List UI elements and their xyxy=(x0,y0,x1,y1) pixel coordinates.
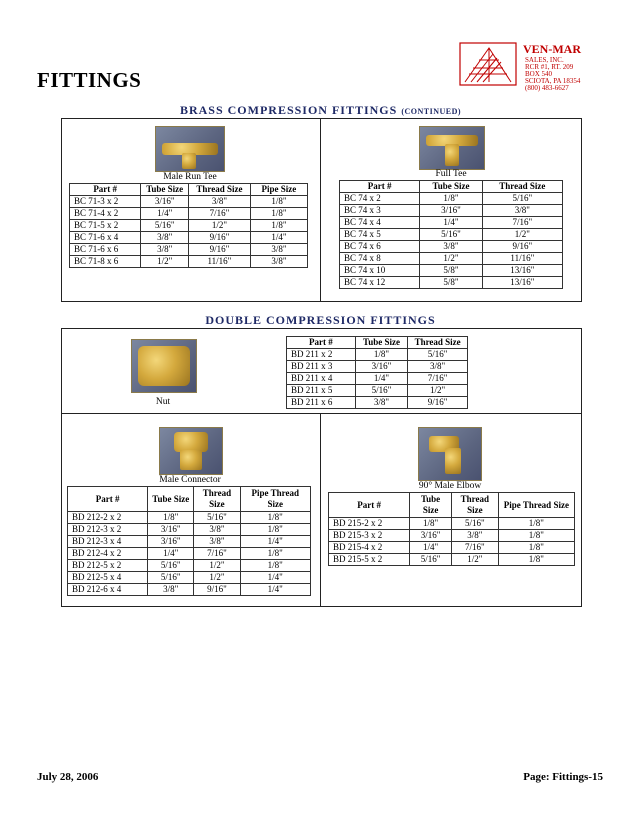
table-row xyxy=(68,560,311,572)
part-number: BD 211 x 4 xyxy=(287,373,356,385)
part-number: BC 71-6 x 4 xyxy=(70,232,141,244)
tube-size: 5/16" xyxy=(141,220,189,232)
part-number: BC 74 x 4 xyxy=(340,217,420,229)
tube-size: 3/8" xyxy=(420,241,482,253)
logo-line: (800) 483-6627 xyxy=(525,84,569,92)
tube-size: 1/4" xyxy=(141,208,189,220)
pipe-thread-size: 1/4" xyxy=(240,584,311,596)
logo-line: SCIOTA, PA 18354 xyxy=(525,77,581,85)
table-row xyxy=(70,232,308,244)
male-connector-caption: Male Connector xyxy=(159,475,221,485)
thread-size: 1/2" xyxy=(451,554,498,566)
tube-size: 5/16" xyxy=(148,560,194,572)
table-row xyxy=(70,196,308,208)
part-number: BC 74 x 12 xyxy=(340,277,420,289)
table-header-row xyxy=(68,487,311,512)
thread-size: 11/16" xyxy=(188,256,250,268)
table-row xyxy=(287,397,468,409)
part-number: BD 212-4 x 2 xyxy=(68,548,148,560)
column-header: Thread Size xyxy=(194,487,240,512)
table-row xyxy=(70,220,308,232)
column-header: Part # xyxy=(68,487,148,512)
table-header-row xyxy=(287,337,468,349)
tube-size: 3/16" xyxy=(141,196,189,208)
part-number: BC 74 x 2 xyxy=(340,193,420,205)
table-row xyxy=(68,572,311,584)
column-header: Part # xyxy=(329,493,410,518)
thread-size: 3/8" xyxy=(188,196,250,208)
part-number: BD 215-4 x 2 xyxy=(329,542,410,554)
table-row xyxy=(329,554,575,566)
male-connector-table xyxy=(67,486,311,596)
tube-size: 5/16" xyxy=(148,572,194,584)
pipe-thread-size: 1/8" xyxy=(498,542,574,554)
tube-size: 5/8" xyxy=(420,277,482,289)
table-header-row xyxy=(70,184,308,196)
male-elbow-photo xyxy=(418,427,482,481)
pipe-size: 3/8" xyxy=(250,244,307,256)
part-number: BD 211 x 6 xyxy=(287,397,356,409)
thread-size: 1/2" xyxy=(482,229,562,241)
thread-size: 7/16" xyxy=(188,208,250,220)
tube-size: 1/8" xyxy=(355,349,407,361)
thread-size: 7/16" xyxy=(482,217,562,229)
tube-size: 3/8" xyxy=(141,244,189,256)
part-number: BC 71-4 x 2 xyxy=(70,208,141,220)
nut-photo xyxy=(131,339,197,393)
tube-size: 3/8" xyxy=(355,397,407,409)
column-header: Part # xyxy=(287,337,356,349)
pipe-thread-size: 1/8" xyxy=(498,518,574,530)
pipe-thread-size: 1/4" xyxy=(240,536,311,548)
tube-size: 3/16" xyxy=(410,530,452,542)
pipe-size: 3/8" xyxy=(250,256,307,268)
table-row xyxy=(329,542,575,554)
nut-caption: Nut xyxy=(155,397,171,407)
thread-size: 3/8" xyxy=(451,530,498,542)
pipe-thread-size: 1/8" xyxy=(498,554,574,566)
tube-size: 1/8" xyxy=(148,512,194,524)
tube-size: 1/8" xyxy=(410,518,452,530)
ven-mar-logo-icon xyxy=(459,42,517,86)
table-row xyxy=(68,524,311,536)
pipe-thread-size: 1/8" xyxy=(240,524,311,536)
column-header: Tube Size xyxy=(141,184,189,196)
pipe-thread-size: 1/8" xyxy=(240,560,311,572)
pipe-thread-size: 1/8" xyxy=(498,530,574,542)
thread-size: 13/16" xyxy=(482,265,562,277)
table-row xyxy=(68,584,311,596)
part-number: BD 212-5 x 4 xyxy=(68,572,148,584)
section-divider xyxy=(320,413,321,607)
tube-size: 1/2" xyxy=(141,256,189,268)
table-row xyxy=(329,518,575,530)
tube-size: 5/8" xyxy=(420,265,482,277)
part-number: BD 212-6 x 4 xyxy=(68,584,148,596)
thread-size: 7/16" xyxy=(194,548,240,560)
section-divider xyxy=(61,413,582,414)
column-header: Part # xyxy=(340,181,420,193)
tube-size: 5/16" xyxy=(420,229,482,241)
thread-size: 9/16" xyxy=(194,584,240,596)
thread-size: 9/16" xyxy=(408,397,468,409)
column-header: Pipe Thread Size xyxy=(498,493,574,518)
thread-size: 5/16" xyxy=(408,349,468,361)
thread-size: 11/16" xyxy=(482,253,562,265)
thread-size: 9/16" xyxy=(482,241,562,253)
table-row xyxy=(340,229,563,241)
company-logo xyxy=(459,42,609,92)
full-tee-photo xyxy=(419,126,485,170)
table-row xyxy=(287,349,468,361)
tube-size: 1/4" xyxy=(410,542,452,554)
tube-size: 1/4" xyxy=(355,373,407,385)
thread-size: 3/8" xyxy=(482,205,562,217)
pipe-size: 1/4" xyxy=(250,232,307,244)
tube-size: 3/16" xyxy=(420,205,482,217)
table-row xyxy=(287,385,468,397)
pipe-thread-size: 1/4" xyxy=(240,572,311,584)
tube-size: 3/16" xyxy=(148,524,194,536)
part-number: BC 71-5 x 2 xyxy=(70,220,141,232)
footer-page-number: Page: Fittings-15 xyxy=(523,771,603,783)
male-run-tee-caption: Male Run Tee xyxy=(163,172,217,182)
tube-size: 1/8" xyxy=(420,193,482,205)
male-run-tee-table xyxy=(69,183,308,268)
tube-size: 5/16" xyxy=(355,385,407,397)
page-title: FITTINGS xyxy=(37,68,142,92)
table-row xyxy=(68,548,311,560)
part-number: BD 211 x 5 xyxy=(287,385,356,397)
part-number: BD 212-2 x 2 xyxy=(68,512,148,524)
tube-size: 3/16" xyxy=(148,536,194,548)
column-header: Pipe Size xyxy=(250,184,307,196)
thread-size: 5/16" xyxy=(451,518,498,530)
tube-size: 3/16" xyxy=(355,361,407,373)
thread-size: 13/16" xyxy=(482,277,562,289)
thread-size: 9/16" xyxy=(188,232,250,244)
thread-size: 1/2" xyxy=(408,385,468,397)
section-title-brass xyxy=(148,103,493,118)
pipe-size: 1/8" xyxy=(250,196,307,208)
column-header: Tube Size xyxy=(410,493,452,518)
table-row xyxy=(70,256,308,268)
table-row xyxy=(329,530,575,542)
column-header: Thread Size xyxy=(451,493,498,518)
footer-date: July 28, 2006 xyxy=(37,771,99,783)
male-elbow-table xyxy=(328,492,575,566)
thread-size: 3/8" xyxy=(194,524,240,536)
logo-line: BOX 540 xyxy=(525,70,553,78)
tube-size: 1/4" xyxy=(420,217,482,229)
pipe-thread-size: 1/8" xyxy=(240,512,311,524)
part-number: BD 215-5 x 2 xyxy=(329,554,410,566)
part-number: BD 211 x 2 xyxy=(287,349,356,361)
table-row xyxy=(340,253,563,265)
section-title-double: DOUBLE COMPRESSION FITTINGS xyxy=(205,313,436,327)
part-number: BC 74 x 5 xyxy=(340,229,420,241)
thread-size: 1/2" xyxy=(194,560,240,572)
table-row xyxy=(340,193,563,205)
table-header-row xyxy=(340,181,563,193)
part-number: BC 71-6 x 6 xyxy=(70,244,141,256)
table-row xyxy=(340,277,563,289)
part-number: BD 211 x 3 xyxy=(287,361,356,373)
table-row xyxy=(287,361,468,373)
male-connector-photo xyxy=(159,427,223,475)
thread-size: 5/16" xyxy=(194,512,240,524)
pipe-thread-size: 1/8" xyxy=(240,548,311,560)
part-number: BC 71-3 x 2 xyxy=(70,196,141,208)
logo-name: VEN-MAR xyxy=(523,42,581,56)
thread-size: 3/8" xyxy=(408,361,468,373)
full-tee-table xyxy=(339,180,563,289)
column-header: Tube Size xyxy=(355,337,407,349)
part-number: BD 215-3 x 2 xyxy=(329,530,410,542)
table-header-row xyxy=(329,493,575,518)
part-number: BD 212-3 x 4 xyxy=(68,536,148,548)
table-row xyxy=(68,512,311,524)
part-number: BC 74 x 10 xyxy=(340,265,420,277)
thread-size: 1/2" xyxy=(188,220,250,232)
part-number: BD 215-2 x 2 xyxy=(329,518,410,530)
section-title-text: BRASS COMPRESSION FITTINGS xyxy=(179,103,398,117)
thread-size: 3/8" xyxy=(194,536,240,548)
column-header: Thread Size xyxy=(482,181,562,193)
table-row xyxy=(70,208,308,220)
pipe-size: 1/8" xyxy=(250,220,307,232)
table-row xyxy=(340,241,563,253)
tube-size: 1/2" xyxy=(420,253,482,265)
male-run-tee-photo xyxy=(155,126,225,172)
thread-size: 7/16" xyxy=(408,373,468,385)
table-row xyxy=(287,373,468,385)
column-header: Thread Size xyxy=(188,184,250,196)
pipe-size: 1/8" xyxy=(250,208,307,220)
column-header: Tube Size xyxy=(420,181,482,193)
table-row xyxy=(340,217,563,229)
column-header: Part # xyxy=(70,184,141,196)
part-number: BC 74 x 6 xyxy=(340,241,420,253)
section-title-note: (CONTINUED) xyxy=(401,107,462,116)
part-number: BC 71-8 x 6 xyxy=(70,256,141,268)
tube-size: 1/4" xyxy=(148,548,194,560)
table-row xyxy=(340,205,563,217)
section-divider xyxy=(320,118,321,302)
column-header: Tube Size xyxy=(148,487,194,512)
tube-size: 3/8" xyxy=(141,232,189,244)
nut-table xyxy=(286,336,468,409)
thread-size: 7/16" xyxy=(451,542,498,554)
male-elbow-caption: 90° Male Elbow xyxy=(418,481,482,491)
tube-size: 3/8" xyxy=(148,584,194,596)
full-tee-caption: Full Tee xyxy=(435,169,467,179)
table-row xyxy=(70,244,308,256)
part-number: BC 74 x 8 xyxy=(340,253,420,265)
table-row xyxy=(68,536,311,548)
column-header: Thread Size xyxy=(408,337,468,349)
part-number: BC 74 x 3 xyxy=(340,205,420,217)
part-number: BD 212-3 x 2 xyxy=(68,524,148,536)
logo-line: SALES, INC. xyxy=(525,56,564,64)
column-header: Pipe Thread Size xyxy=(240,487,311,512)
part-number: BD 212-5 x 2 xyxy=(68,560,148,572)
thread-size: 9/16" xyxy=(188,244,250,256)
logo-line: RCR #1, RT. 209 xyxy=(525,63,574,71)
tube-size: 5/16" xyxy=(410,554,452,566)
thread-size: 1/2" xyxy=(194,572,240,584)
thread-size: 5/16" xyxy=(482,193,562,205)
table-row xyxy=(340,265,563,277)
